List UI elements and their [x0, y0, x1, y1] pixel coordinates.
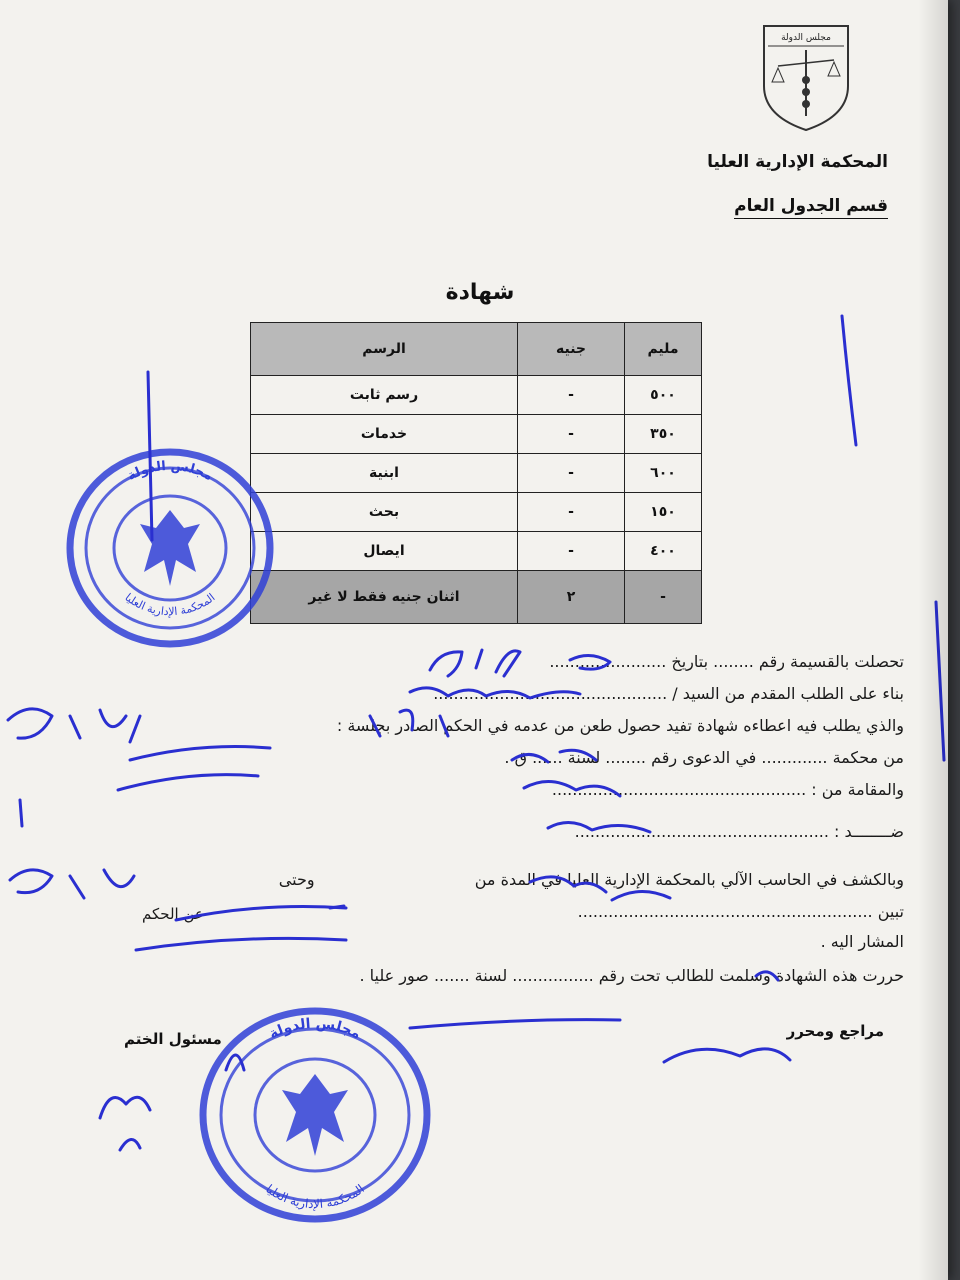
svg-text:مجلس الدولة: مجلس الدولة [125, 458, 215, 485]
department-name: قسم الجدول العام [734, 196, 888, 219]
result-line: تبين .......................................................... [577, 902, 904, 921]
column-header-fee: الرسم [251, 323, 518, 376]
court-name: المحكمة الإدارية العليا [707, 152, 888, 172]
filed-by-line: والمقامة من : .................................................. [551, 780, 904, 799]
cell-pound: - [518, 415, 625, 454]
cell-fee: رسم ثابت [251, 376, 518, 415]
cell-fee: بحث [251, 493, 518, 532]
total-pound: ٢ [518, 571, 625, 624]
logo-text: مجلس الدولة [781, 33, 831, 43]
result-aside: عن الحكم [142, 905, 204, 923]
reviewer-label: مراجع ومحرر [786, 1022, 884, 1040]
issued-line: حررت هذه الشهادة وسلمت للطالب تحت رقم ................ لسنة ....... صور عليا . [359, 966, 904, 985]
cell-pound: - [518, 493, 625, 532]
cell-millim: ٥٠٠ [625, 376, 702, 415]
cell-millim: ٤٠٠ [625, 532, 702, 571]
court-case-line: من محكمة ............. في الدعوى رقم ........ لسنة ...... ق . [504, 748, 904, 767]
column-header-millim: مليم [625, 323, 702, 376]
svg-text:مجلس الدولة: مجلس الدولة [266, 1015, 364, 1043]
against-line: ضــــــــد : .................................................. [574, 822, 904, 841]
cell-pound: - [518, 376, 625, 415]
cell-millim: ٦٠٠ [625, 454, 702, 493]
cell-pound: - [518, 454, 625, 493]
receipt-line: تحصلت بالقسيمة رقم ........ بتاريخ ....................... [549, 652, 904, 671]
search-period-text: وبالكشف في الحاسب الآلي بالمحكمة الإدارية العليا في المدة من [474, 870, 904, 889]
cell-millim: ١٥٠ [625, 493, 702, 532]
svg-text:المحكمة الإدارية العليا: المحكمة الإدارية العليا [122, 590, 218, 619]
document-title: شهادة [445, 280, 515, 305]
cell-fee: خدمات [251, 415, 518, 454]
total-fee-text: اثنان جنيه فقط لا غير [251, 571, 518, 624]
cell-fee: ايصال [251, 532, 518, 571]
referenced-line: المشار اليه . [820, 932, 904, 951]
svg-text:المحكمة الإدارية العليا: المحكمة الإدارية العليا [263, 1181, 367, 1212]
purpose-line: والذي يطلب فيه اعطاءه شهادة تفيد حصول طعن من عدمه في الحكم الصادر بجلسة : [336, 716, 904, 735]
search-period-until: وحتى [278, 870, 315, 889]
cell-pound: - [518, 532, 625, 571]
request-line: بناء على الطلب المقدم من السيد / .............................................. [433, 684, 904, 703]
seal-officer-label: مسئول الختم [124, 1030, 222, 1048]
cell-millim: ٣٥٠ [625, 415, 702, 454]
total-millim: - [625, 571, 702, 624]
column-header-pound: جنيه [518, 323, 625, 376]
cell-fee: ابنية [251, 454, 518, 493]
